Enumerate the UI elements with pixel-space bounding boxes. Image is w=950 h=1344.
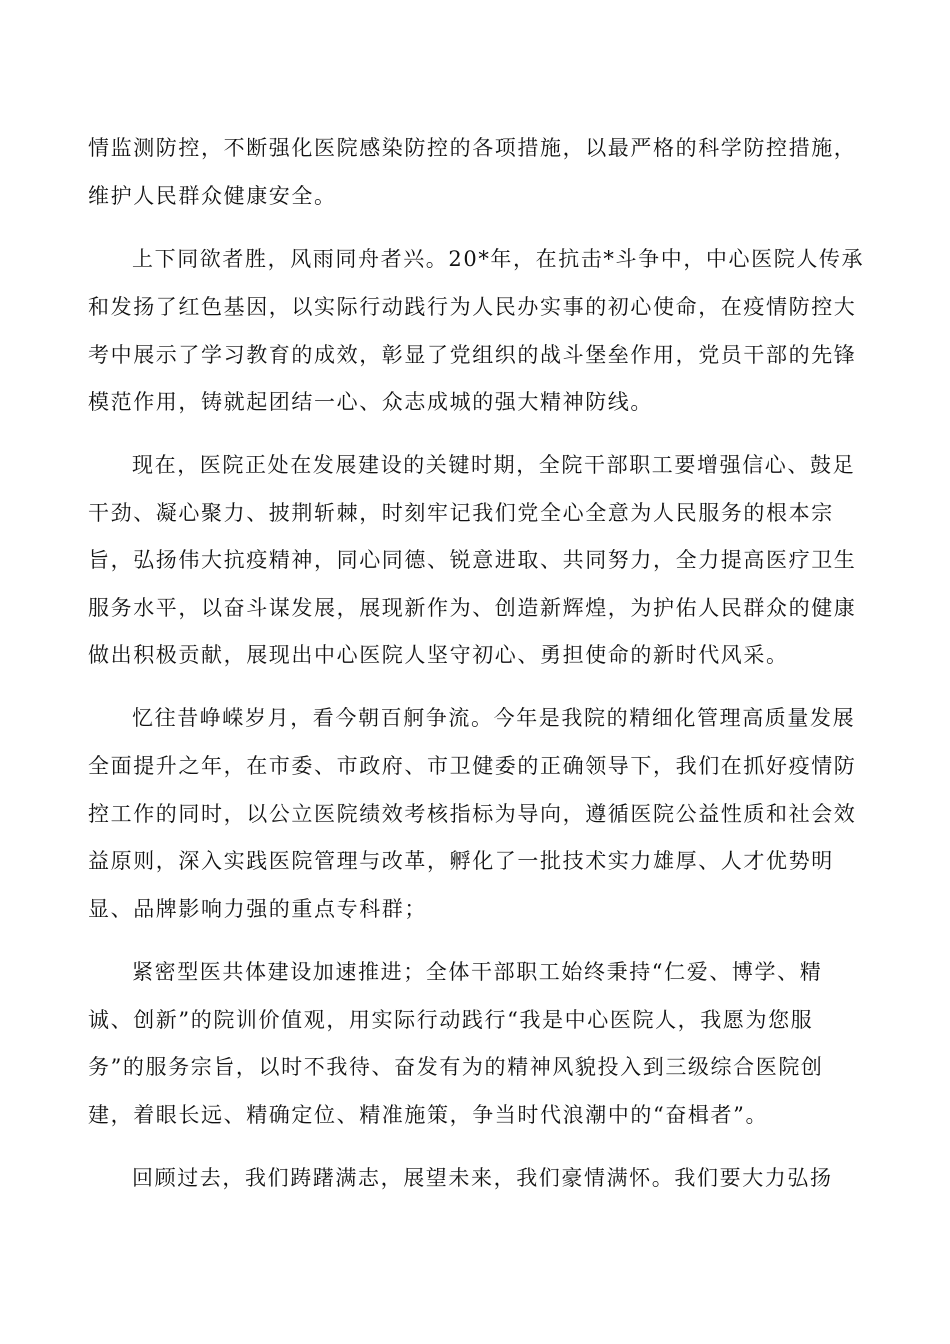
text-line: 情监测防控，不断强化医院感染防控的各项措施，以最严格的科学防控措施， (88, 136, 857, 160)
text-line: 务”的服务宗旨，以时不我待、奋发有为的精神风貌投入到三级综合医院创 (88, 1055, 824, 1079)
text-line: 控工作的同时，以公立医院绩效考核指标为导向，遵循医院公益性质和社会效 (88, 802, 857, 826)
text-line: 维护人民群众健康安全。 (88, 184, 337, 208)
paragraph-start-line: 上下同欲者胜，风雨同舟者兴。20*年，在抗击*斗争中，中心医院人传承 (132, 247, 865, 271)
text-line: 建，着眼长远、精确定位、精准施策，争当时代浪潮中的“奋楫者”。 (88, 1103, 769, 1127)
paragraph-start-line: 忆往昔峥嵘岁月，看今朝百舸争流。今年是我院的精细化管理高质量发展 (132, 706, 856, 730)
paragraph-start-line: 回顾过去，我们踌躇满志，展望未来，我们豪情满怀。我们要大力弘扬 (132, 1166, 833, 1190)
text-line: 显、品牌影响力强的重点专科群； (88, 897, 427, 921)
text-line: 干劲、凝心聚力、披荆斩棘，时刻牢记我们党全心全意为人民服务的根本宗 (88, 501, 834, 525)
paragraph-start-line: 现在，医院正处在发展建设的关键时期，全院干部职工要增强信心、鼓足 (132, 453, 856, 477)
text-line: 旨，弘扬伟大抗疫精神，同心同德、锐意进取、共同努力，全力提高医疗卫生 (88, 548, 857, 572)
text-line: 益原则，深入实践医院管理与改革，孵化了一批技术实力雄厚、人才优势明 (88, 849, 834, 873)
text-line: 诚、创新”的院训价值观，用实际行动践行“我是中心医院人，我愿为您服 (88, 1008, 814, 1032)
text-line: 和发扬了红色基因，以实际行动践行为人民办实事的初心使命，在疫情防控大 (88, 295, 857, 319)
text-line: 全面提升之年，在市委、市政府、市卫健委的正确领导下，我们在抓好疫情防 (88, 754, 857, 778)
text-line: 服务水平，以奋斗谋发展，展现新作为、创造新辉煌，为护佑人民群众的健康 (88, 596, 857, 620)
paragraph-start-line: 紧密型医共体建设加速推进；全体干部职工始终秉持“仁爱、博学、精 (132, 960, 823, 984)
text-line: 模范作用，铸就起团结一心、众志成城的强大精神防线。 (88, 390, 653, 414)
text-line: 做出积极贡献，展现出中心医院人坚守初心、勇担使命的新时代风采。 (88, 643, 789, 667)
text-line: 考中展示了学习教育的成效，彰显了党组织的战斗堡垒作用，党员干部的先锋 (88, 343, 857, 367)
